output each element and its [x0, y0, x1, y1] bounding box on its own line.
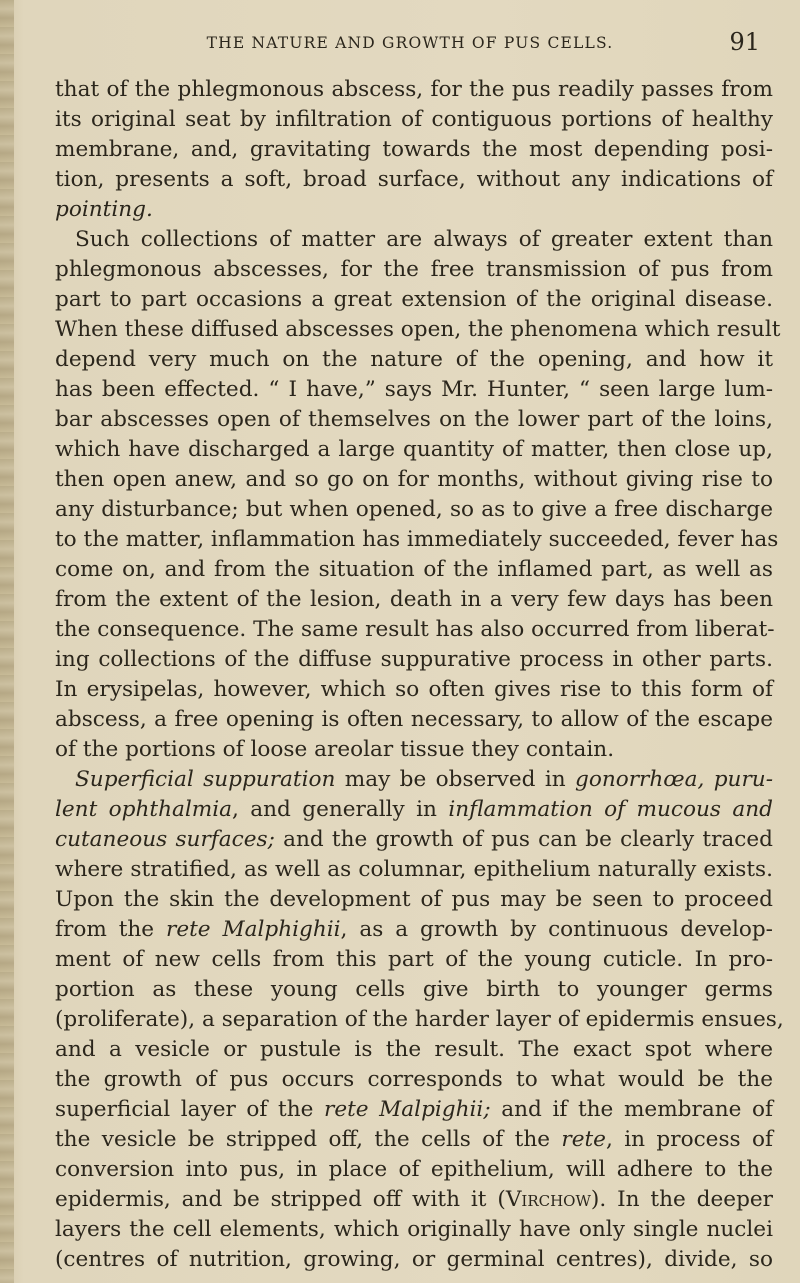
running-title: THE NATURE AND GROWTH OF PUS CELLS. [206, 34, 614, 52]
text-line: layers the cell elements, which originally have only single nuclei [55, 1217, 773, 1242]
text-line: the consequence. The same result has also occurred from liberat- [55, 617, 775, 642]
text-span: , and generally in [232, 797, 449, 822]
text-line: When these diffused abscesses open, the phenomena which result [55, 317, 781, 342]
text-line: bar abscesses open of themselves on the lower part of the loins, [55, 407, 773, 432]
text-span: and the growth of pus can be clearly traced [274, 827, 773, 852]
text-span: , in process of [605, 1127, 773, 1152]
text-line: pointing. [55, 197, 153, 222]
text-line: then open anew, and so go on for months, without giving rise to [55, 467, 773, 492]
body-text [55, 75, 784, 1275]
text-line: has been effected. “ I have,” says Mr. Hunter, “ seen large lum- [55, 377, 773, 402]
page-header [60, 28, 760, 58]
text-line: its original seat by infiltration of contiguous portions of healthy [55, 107, 773, 132]
binding-edge [0, 0, 14, 1283]
text-span: from the [55, 917, 166, 942]
text-line: (centres of nutrition, growing, or germinal centres), divide, so [55, 1247, 773, 1272]
text-span: may be observed in [335, 767, 575, 792]
text-line [55, 1095, 773, 1125]
text-line [55, 765, 773, 795]
text-line: part to part occasions a great extension of the original disease. [55, 287, 773, 312]
text-line: Such collections of matter are always of greater extent than [75, 227, 773, 252]
italic-phrase: lent ophthalmia [55, 797, 233, 822]
small-caps-name: Virchow [505, 1187, 591, 1212]
italic-phrase: inflammation of mucous and [448, 797, 773, 822]
text-line [55, 915, 773, 945]
italic-phrase: rete [561, 1127, 606, 1152]
text-line: phlegmonous abscesses, for the free transmission of pus from [55, 257, 773, 282]
text-line: portion as these young cells give birth to younger germs [55, 977, 773, 1002]
text-line: (proliferate), a separation of the harder layer of epidermis ensues, [55, 1007, 784, 1032]
page-number: 91 [729, 28, 760, 56]
text-line: abscess, a free opening is often necessary, to allow of the escape [55, 707, 773, 732]
italic-phrase: gonorrhœa, puru- [575, 767, 773, 792]
italic-phrase: rete Malpighii; [324, 1097, 491, 1122]
text-line: that of the phlegmonous abscess, for the pus readily passes from [55, 77, 773, 102]
text-line: In erysipelas, however, which so often gives rise to this form of [55, 677, 773, 702]
text-line: membrane, and, gravitating towards the most depending posi- [55, 137, 773, 162]
text-line: depend very much on the nature of the opening, and how it [55, 347, 773, 372]
text-line: any disturbance; but when opened, so as to give a free discharge [55, 497, 773, 522]
text-span: the vesicle be stripped off, the cells of the [55, 1127, 562, 1152]
text-line: Upon the skin the development of pus may be seen to proceed [55, 887, 773, 912]
italic-phrase: rete Malphighii [166, 917, 341, 942]
text-line [55, 1185, 773, 1215]
text-span: , as a growth by continuous develop- [340, 917, 773, 942]
text-span: epidermis, and be stripped off with it ( [55, 1187, 506, 1212]
text-line: ing collections of the diffuse suppurative process in other parts. [55, 647, 773, 672]
text-line: come on, and from the situation of the inflamed part, as well as [55, 557, 773, 582]
text-line: from the extent of the lesion, death in a very few days has been [55, 587, 773, 612]
text-span: ). In the deeper [590, 1187, 773, 1212]
text-span: superficial layer of the [55, 1097, 324, 1122]
text-line [55, 825, 773, 855]
text-line [55, 1125, 773, 1155]
text-line: tion, presents a soft, broad surface, without any indications of [55, 167, 773, 192]
text-line: the growth of pus occurs corresponds to what would be the [55, 1067, 773, 1092]
text-line: of the portions of loose areolar tissue they contain. [55, 737, 615, 762]
text-line: which have discharged a large quantity of matter, then close up, [55, 437, 773, 462]
text-line: to the matter, inflammation has immediately succeeded, fever has [55, 527, 779, 552]
italic-phrase: cutaneous surfaces; [55, 827, 275, 852]
text-line: where stratified, as well as columnar, epithelium naturally exists. [55, 857, 773, 882]
text-line [55, 795, 773, 825]
italic-phrase: Superficial suppuration [75, 767, 336, 792]
text-span: and if the membrane of [490, 1097, 773, 1122]
text-line: and a vesicle or pustule is the result. The exact spot where [55, 1037, 773, 1062]
text-line: ment of new cells from this part of the young cuticle. In pro- [55, 947, 773, 972]
text-line: conversion into pus, in place of epithelium, will adhere to the [55, 1157, 773, 1182]
